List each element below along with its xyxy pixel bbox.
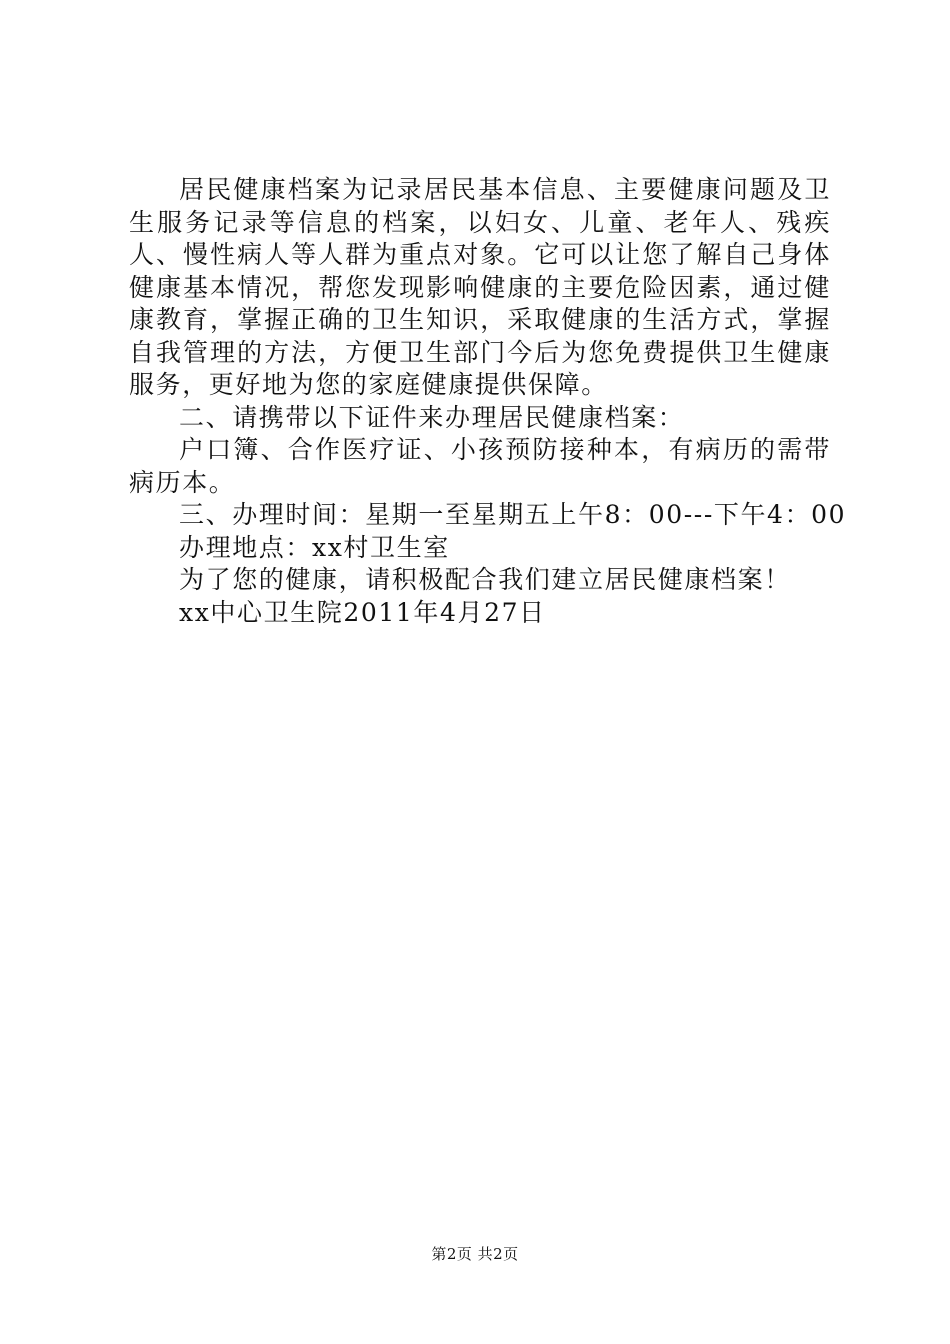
location-line: 办理地点：xx村卫生室 (179, 532, 450, 562)
page-footer: 第2页 共2页 (431, 1245, 519, 1263)
documents-heading: 二、请携带以下证件来办理居民健康档案： (179, 402, 685, 432)
documents-list-paragraph: 户口簿、合作医疗证、小孩预防接种本，有病历的需带病历本。 (129, 435, 831, 497)
signature-date-line: xx中心卫生院2011年4月27日 (179, 597, 546, 627)
closing-appeal-line: 为了您的健康，请积极配合我们建立居民健康档案！ (179, 565, 791, 594)
intro-paragraph: 居民健康档案为记录居民基本信息、主要健康问题及卫生服务记录等信息的档案，以妇女、儿童、老年人、残疾人、慢性病人等人群为重点对象。它可以让您了解自己身体健康基本情况，帮您发现影响健康的主要危险因素，通过健康教育，掌握正确的卫生知识，采取健康的生活方式，掌握自我管理的方法，方便卫生部门今后为您免费提供卫生健康服务，更好地为您的家庭健康提供保障。 (129, 175, 831, 399)
office-hours-line: 三、办理时间：星期一至星期五上午8：00---下午4：00 (179, 500, 847, 529)
document-body (129, 174, 847, 629)
